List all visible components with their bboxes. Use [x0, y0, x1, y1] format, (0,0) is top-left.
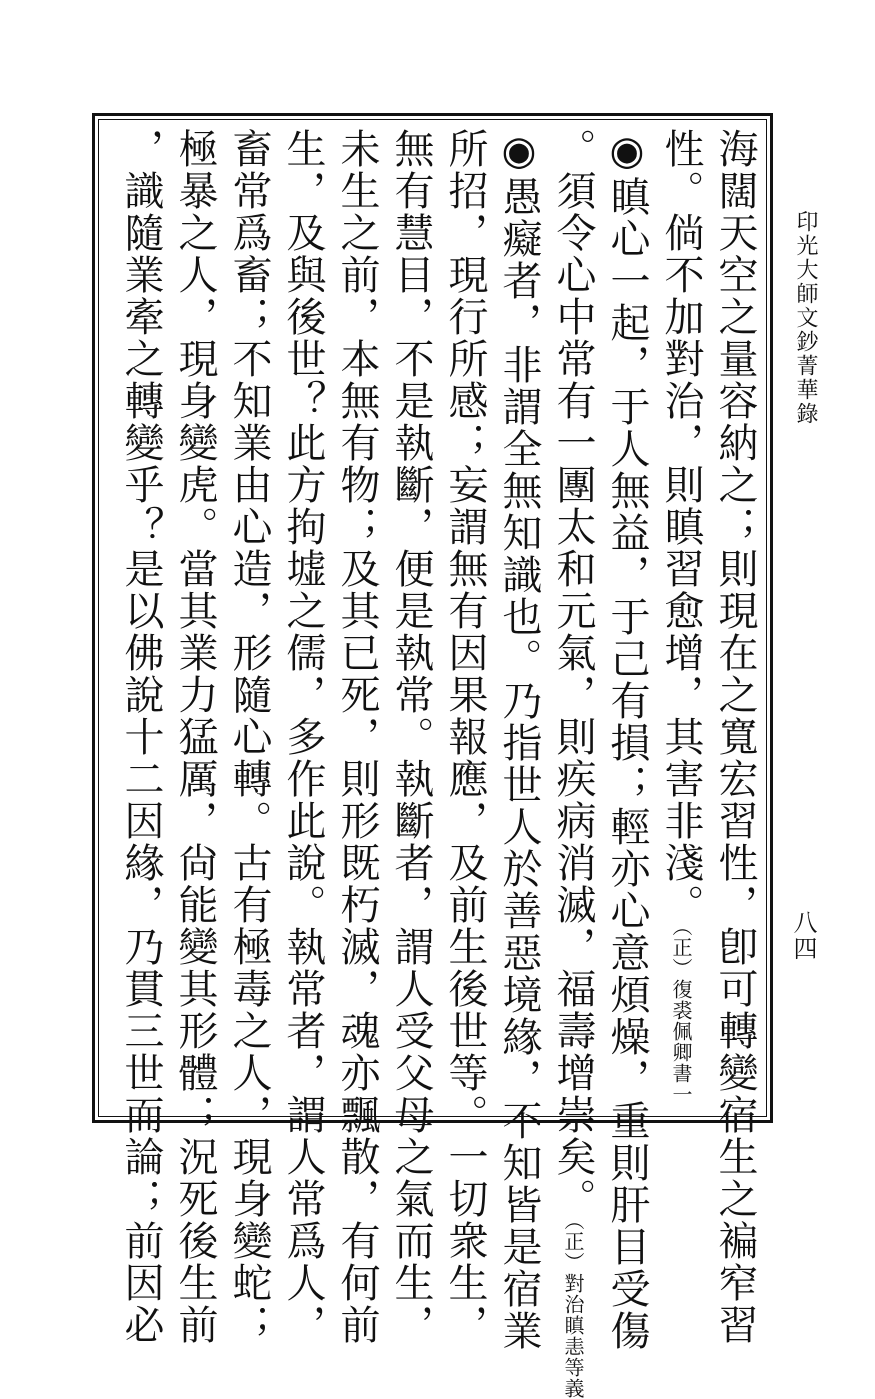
source-note: （正）對治瞋恚等義: [561, 1220, 585, 1399]
running-title: 印光大師文鈔菁華錄: [793, 210, 818, 426]
text-column-1: 海闊天空之量容納之；則現在之寬宏習性，卽可轉變宿生之褊窄習: [712, 128, 758, 1346]
text-column-12: ，識隨業牽之轉變乎？是以佛說十二因緣，乃貫三世而論；前因必: [118, 128, 164, 1346]
text-column-7: 無有慧目，不是執斷，便是執常。執斷者，謂人受父母之氣而生，: [388, 128, 434, 1346]
source-note: （正）復裘佩卿書一: [669, 926, 693, 1105]
text-column-2: 性。倘不加對治，則瞋習愈增，其害非淺。（正）復裘佩卿書一: [658, 128, 704, 1105]
text-column-6: 所招，現行所感；妄謂無有因果報應，及前生後世等。一切衆生，: [442, 128, 488, 1346]
text-column-3: ◉瞋心一起，于人無益，于己有損；輕亦心意煩燥，重則肝目受傷: [604, 128, 650, 1352]
text-column-4: 。須令心中常有一團太和元氣，則疾病消滅，福壽增崇矣。（正）對治瞋恚等義: [550, 128, 596, 1399]
text-column-8: 未生之前，本無有物；及其已死，則形既朽滅，魂亦飄散，有何前: [334, 128, 380, 1346]
text-column-5: ◉愚癡者，非謂全無知識也。乃指世人於善惡境緣，不知皆是宿業: [496, 128, 542, 1352]
page-number: 八四: [789, 910, 817, 962]
text-column-9: 生，及與後世？此方拘墟之儒，多作此說。執常者，謂人常爲人，: [280, 128, 326, 1346]
text-column-11: 極暴之人，現身變虎。當其業力猛厲，尙能變其形體；況死後生前: [172, 128, 218, 1346]
text-column-10: 畜常爲畜；不知業由心造，形隨心轉。古有極毒之人，現身變蛇；: [226, 128, 272, 1346]
